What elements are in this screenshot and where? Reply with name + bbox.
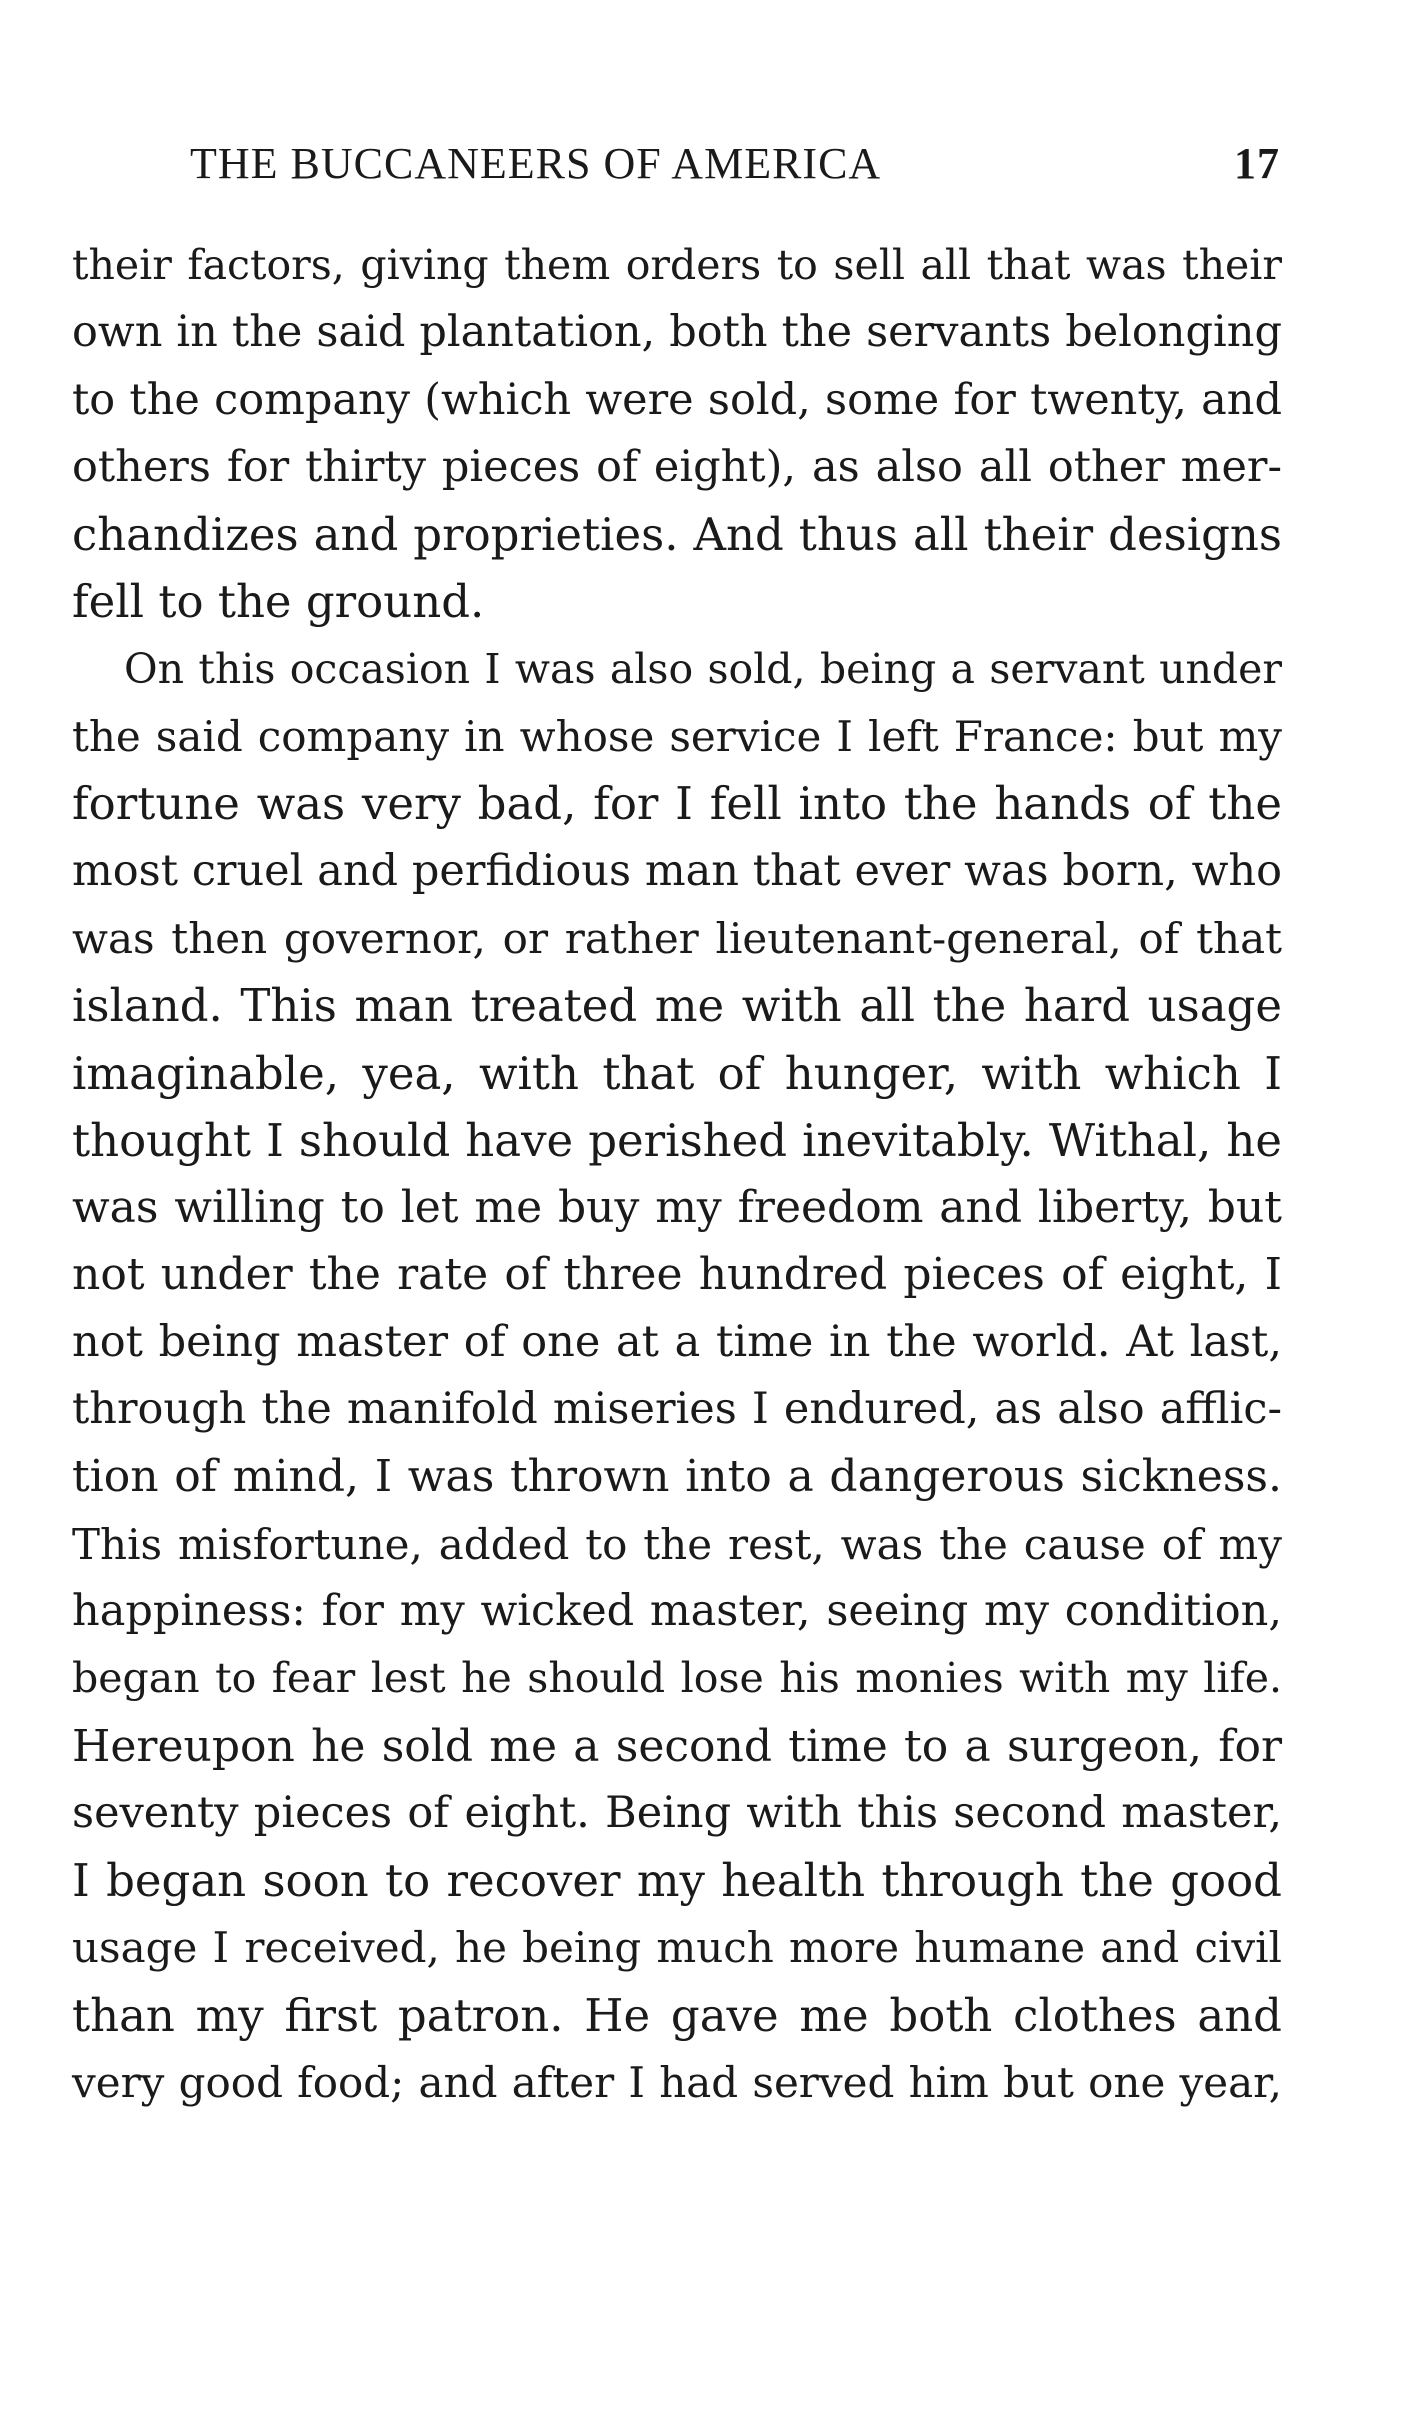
text-line: to the company (which were sold, some for twenty, and [72,374,1282,425]
text-line: their factors, giving them orders to sell all that was their [72,241,1282,289]
page-number: 17 [1234,139,1280,188]
text-line: very good food; and after I had served him but one year, [72,2058,1282,2108]
text-line: happiness: for my wicked master, seeing my condition, [72,1585,1282,1636]
running-title: THE BUCCANEERS OF AMERICA [190,139,882,188]
text-line: than my first patron. He gave me both clothes and [72,1988,1282,2042]
text-line: not under the rate of three hundred pieces of eight, I [72,1249,1282,1301]
text-line: was then governor, or rather lieutenant-general, of that [72,913,1282,963]
text-line: most cruel and perfidious man that ever was born, who [72,845,1282,896]
text-line: usage I received, he being much more humane and civil [72,1923,1282,1973]
text-line: fortune was very bad, for I fell into the hands of the [72,777,1282,831]
text-line: chandizes and proprieties. And thus all their designs [72,508,1282,562]
text-line: tion of mind, I was thrown into a dangerous sickness. [72,1451,1282,1503]
text-line: fell to the ground. [72,575,485,629]
running-head [190,138,1280,198]
text-line: own in the said plantation, both the servants belonging [72,307,1282,358]
text-line: I began soon to recover my health through the good [72,1854,1282,1908]
text-line: through the manifold miseries I endured, as also afflic- [72,1384,1282,1435]
text-line: imaginable, yea, with that of hunger, with which I [72,1046,1282,1100]
text-line: the said company in whose service I left France: but my [72,712,1282,762]
text-line: not being master of one at a time in the world. At last, [72,1316,1282,1367]
text-line: This misfortune, added to the rest, was the cause of my [72,1519,1282,1569]
text-line: Hereupon he sold me a second time to a surgeon, for [72,1720,1282,1772]
text-line: others for thirty pieces of eight), as also all other mer- [72,441,1282,492]
body-text [72,232,1282,2116]
text-line: On this occasion I was also sold, being a servant under [124,644,1282,693]
text-line: seventy pieces of eight. Being with this second master, [72,1787,1282,1838]
text-line: began to fear lest he should lose his monies with my life. [72,1654,1282,1703]
text-line: thought I should have perished inevitably. Withal, he [72,1113,1282,1167]
text-line: was willing to let me buy my freedom and liberty, but [72,1182,1282,1234]
text-line: island. This man treated me with all the hard usage [72,979,1282,1033]
